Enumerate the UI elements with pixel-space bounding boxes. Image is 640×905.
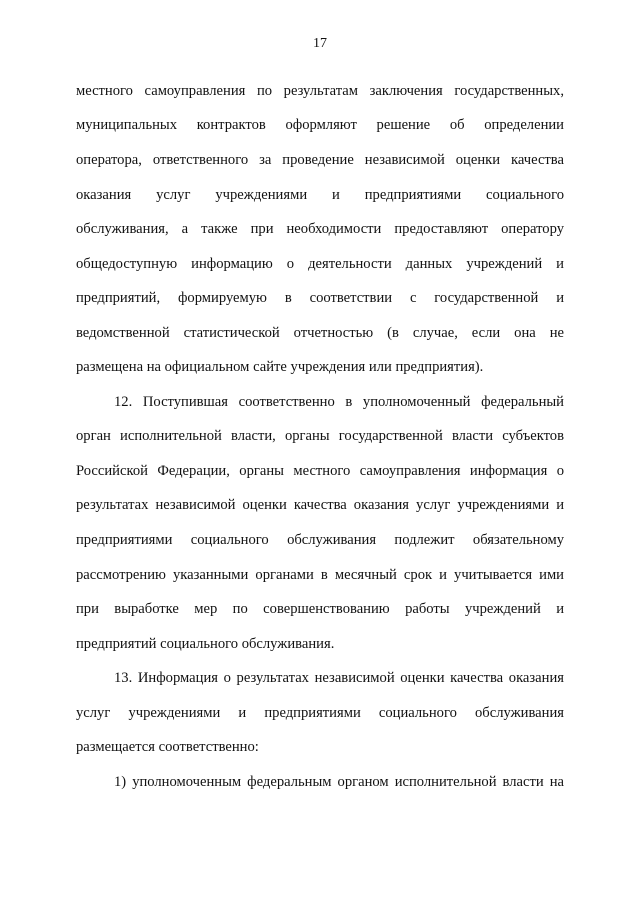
text-line: Российской Федерации, органы местного самоуправления информация о bbox=[76, 463, 564, 479]
page-number: 17 bbox=[313, 36, 327, 51]
text-line: предприятий, формируемую в соответствии с государственной и bbox=[76, 290, 564, 306]
text-line: обслуживания, а также при необходимости предоставляют оператору bbox=[76, 221, 564, 237]
text-line: муниципальных контрактов оформляют решение об определении bbox=[76, 117, 564, 133]
text-line: ведомственной статистической отчетностью (в случае, если она не bbox=[76, 325, 564, 341]
text-line: 12. Поступившая соответственно в уполномоченный федеральный bbox=[114, 394, 564, 410]
text-line: 13. Информация о результатах независимой оценки качества оказания bbox=[114, 670, 564, 686]
text-line: местного самоуправления по результатам заключения государственных, bbox=[76, 83, 564, 99]
text-line: 1) уполномоченным федеральным органом исполнительной власти на bbox=[114, 774, 564, 790]
text-line: размещается соответственно: bbox=[76, 739, 259, 755]
text-line: услуг учреждениями и предприятиями социального обслуживания bbox=[76, 705, 564, 721]
text-line: орган исполнительной власти, органы государственной власти субъектов bbox=[76, 428, 564, 444]
text-line: предприятиями социального обслуживания подлежит обязательному bbox=[76, 532, 564, 548]
text-line: при выработке мер по совершенствованию работы учреждений и bbox=[76, 601, 564, 617]
text-line: результатах независимой оценки качества оказания услуг учреждениями и bbox=[76, 497, 564, 513]
text-line: оказания услуг учреждениями и предприятиями социального bbox=[76, 187, 564, 203]
text-line: оператора, ответственного за проведение независимой оценки качества bbox=[76, 152, 564, 168]
text-line: рассмотрению указанными органами в месячный срок и учитывается ими bbox=[76, 567, 564, 583]
text-line: предприятий социального обслуживания. bbox=[76, 636, 335, 652]
text-line: размещена на официальном сайте учреждения или предприятия). bbox=[76, 359, 484, 375]
text-line: общедоступную информацию о деятельности данных учреждений и bbox=[76, 256, 564, 272]
